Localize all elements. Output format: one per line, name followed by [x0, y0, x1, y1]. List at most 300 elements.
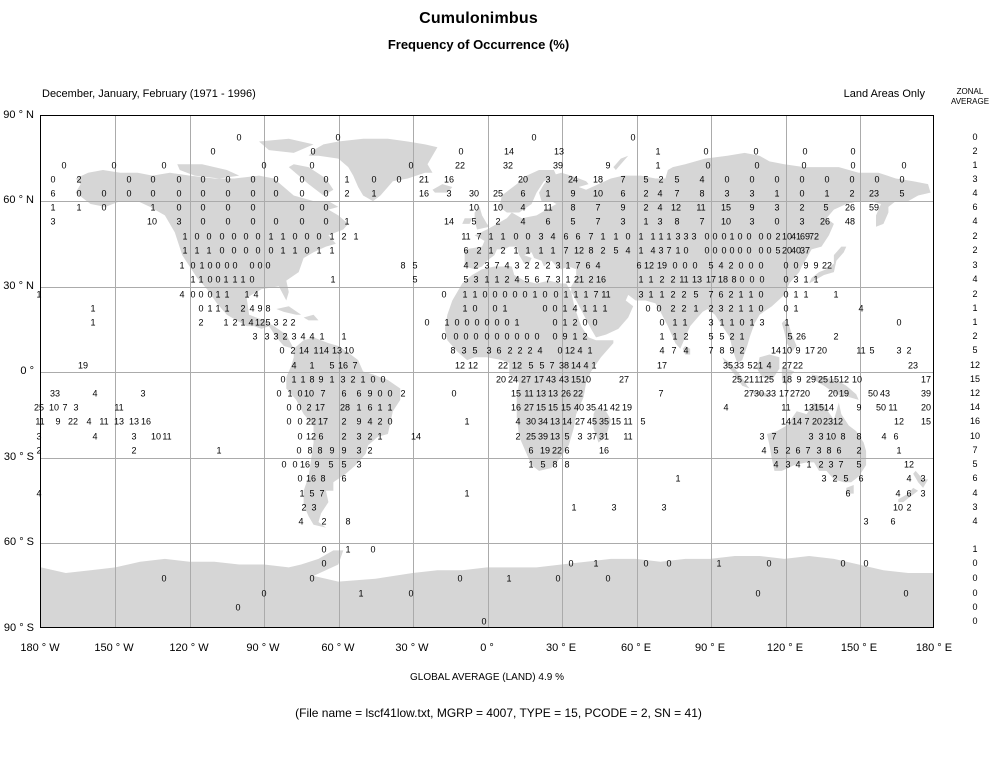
data-value: 0	[464, 317, 470, 328]
data-value: 25	[731, 374, 743, 385]
zonal-average-value: 4	[972, 488, 978, 498]
data-value: 1	[506, 573, 512, 584]
zonal-average-value: 0	[972, 132, 978, 142]
landmass-ellesmere	[259, 139, 314, 153]
data-value: 15	[720, 202, 732, 213]
data-value: 0	[522, 289, 528, 300]
data-value: 0	[198, 303, 204, 314]
data-value: 17	[533, 374, 545, 385]
data-value: 0	[200, 202, 206, 213]
zonal-average-value: 0	[972, 588, 978, 598]
data-value: 2	[739, 345, 745, 356]
data-value: 0	[231, 231, 237, 242]
data-value: 12	[573, 245, 585, 256]
zonal-average-header-line2: AVERAGE	[950, 97, 990, 106]
file-info-label: (File name = lscf41low.txt, MGRP = 4007, TYPE = 15, PCODE = 2, SN = 41)	[295, 706, 702, 720]
data-value: 4	[650, 245, 656, 256]
data-value: 0	[758, 303, 764, 314]
data-value: 0	[692, 260, 698, 271]
data-value: 7	[671, 345, 677, 356]
data-value: 6	[906, 488, 912, 499]
data-value: 41	[790, 231, 802, 242]
data-value: 0	[297, 473, 303, 484]
data-value: 0	[758, 231, 764, 242]
data-value: 0	[749, 174, 755, 185]
data-value: 1	[464, 416, 470, 427]
data-value: 2	[833, 331, 839, 342]
data-value: 0	[249, 260, 255, 271]
data-value: 1	[659, 289, 665, 300]
data-value: 13	[549, 431, 561, 442]
data-value: 1	[600, 231, 606, 242]
data-value: 2	[517, 345, 523, 356]
data-value: 1	[587, 345, 593, 356]
data-value: 8	[345, 516, 351, 527]
data-value: 1	[666, 231, 672, 242]
lon-axis-label: 0 °	[480, 642, 494, 654]
data-value: 17	[314, 402, 326, 413]
landmass-cuba	[276, 306, 301, 315]
data-value: 3	[657, 216, 663, 227]
data-value: 6	[620, 188, 626, 199]
data-value: 33	[765, 388, 777, 399]
data-value: 0	[703, 146, 709, 157]
data-value: 0	[643, 558, 649, 569]
data-value: 0	[799, 188, 805, 199]
data-value: 0	[371, 174, 377, 185]
data-value: 3	[252, 331, 258, 342]
data-value: 0	[494, 331, 500, 342]
data-value: 14	[503, 146, 515, 157]
data-value: 1	[793, 303, 799, 314]
zonal-average-value: 5	[972, 459, 978, 469]
data-value: 0	[746, 231, 752, 242]
data-value: 14	[410, 431, 422, 442]
grid-line-horizontal	[41, 287, 933, 288]
data-value: 26	[819, 216, 831, 227]
data-value: 1	[207, 303, 213, 314]
data-value: 13	[547, 388, 559, 399]
data-value: 0	[273, 188, 279, 199]
data-value: 4	[577, 345, 583, 356]
zonal-average-value: 1	[972, 160, 978, 170]
zonal-average-value: 1	[972, 303, 978, 313]
data-value: 4	[514, 274, 520, 285]
data-value: 4	[92, 431, 98, 442]
data-value: 2	[524, 260, 530, 271]
data-value: 0	[683, 245, 689, 256]
data-value: 7	[708, 345, 714, 356]
data-value: 0	[542, 303, 548, 314]
data-value: 5	[693, 289, 699, 300]
zonal-average-value: 2	[972, 146, 978, 156]
zonal-average-value: 0	[972, 602, 978, 612]
data-value: 1	[488, 245, 494, 256]
data-value: 11	[781, 402, 791, 413]
data-value: 7	[595, 202, 601, 213]
data-value: 6	[534, 274, 540, 285]
data-value: 9	[620, 202, 626, 213]
data-value: 3	[718, 303, 724, 314]
data-value: 5	[674, 174, 680, 185]
data-value: 1	[199, 260, 205, 271]
data-value: 0	[729, 245, 735, 256]
data-value: 10	[781, 231, 793, 242]
data-value: 2	[504, 274, 510, 285]
data-value: 2	[301, 502, 307, 513]
data-value: 0	[901, 160, 907, 171]
data-value: 4	[625, 245, 631, 256]
data-value: 1	[602, 303, 608, 314]
data-value: 1	[571, 502, 577, 513]
data-value: 22	[572, 388, 584, 399]
data-value: 8	[320, 473, 326, 484]
data-value: 38	[558, 360, 570, 371]
data-value: 7	[320, 388, 326, 399]
data-value: 3	[311, 502, 317, 513]
data-value: 3	[555, 260, 561, 271]
data-value: 1	[748, 289, 754, 300]
data-value: 13	[331, 345, 343, 356]
data-value: 11	[696, 202, 706, 213]
data-value: 3	[291, 331, 297, 342]
data-value: 7	[620, 174, 626, 185]
data-value: 4	[249, 303, 255, 314]
data-value: 9	[257, 303, 263, 314]
data-value: 0	[408, 160, 414, 171]
data-value: 0	[802, 146, 808, 157]
data-value: 0	[552, 303, 558, 314]
data-value: 0	[225, 188, 231, 199]
data-value: 2	[350, 374, 356, 385]
data-value: 0	[243, 245, 249, 256]
data-value: 0	[766, 558, 772, 569]
data-value: 20	[811, 416, 823, 427]
data-value: 4	[515, 416, 521, 427]
data-value: 5	[528, 360, 534, 371]
data-value: 1	[488, 231, 494, 242]
data-value: 0	[441, 331, 447, 342]
data-value: 9	[314, 459, 320, 470]
zonal-average-value: 4	[972, 216, 978, 226]
data-value: 8	[552, 459, 558, 470]
data-value: 5	[899, 188, 905, 199]
data-value: 23	[822, 416, 834, 427]
data-value: 3	[785, 459, 791, 470]
data-value: 21	[743, 374, 755, 385]
data-value: 4	[248, 317, 254, 328]
data-value: 0	[774, 216, 780, 227]
data-value: 3	[808, 431, 814, 442]
data-value: 17	[804, 345, 816, 356]
data-value: 39	[537, 431, 549, 442]
coverage-label: Land Areas Only	[843, 88, 925, 100]
data-value: 0	[304, 231, 310, 242]
data-value: 1	[150, 202, 156, 213]
data-value: 4	[291, 360, 297, 371]
data-value: 1	[371, 188, 377, 199]
data-value: 6	[496, 345, 502, 356]
data-value: 0	[514, 331, 520, 342]
data-value: 0	[753, 146, 759, 157]
data-value: 48	[844, 216, 856, 227]
data-value: 0	[458, 146, 464, 157]
data-value: 0	[231, 245, 237, 256]
data-value: 2	[728, 260, 734, 271]
data-value: 0	[126, 174, 132, 185]
lon-axis-label: 60 ° W	[321, 642, 355, 654]
data-value: 0	[176, 202, 182, 213]
data-value: 3	[683, 231, 689, 242]
data-value: 16	[595, 274, 607, 285]
data-value: 1	[268, 231, 274, 242]
data-value: 1	[824, 188, 830, 199]
data-value: 30	[753, 388, 765, 399]
lat-axis-label: 60 ° S	[3, 536, 34, 548]
data-value: 16	[299, 459, 311, 470]
data-value: 1	[500, 231, 506, 242]
data-value: 0	[176, 174, 182, 185]
data-value: 5	[823, 202, 829, 213]
data-value: 0	[276, 388, 282, 399]
data-value: 30	[468, 188, 480, 199]
data-value: 5	[775, 245, 781, 256]
data-value: 24	[567, 174, 579, 185]
data-value: 1	[484, 274, 490, 285]
data-value: 15	[510, 388, 522, 399]
data-value: 0	[454, 317, 460, 328]
data-value: 10	[303, 388, 315, 399]
data-value: 31	[598, 431, 610, 442]
data-value: 2	[76, 174, 82, 185]
data-value: 0	[625, 231, 631, 242]
data-value: 8	[307, 445, 313, 456]
data-value: 0	[207, 289, 213, 300]
data-value: 2	[198, 317, 204, 328]
data-value: 1	[803, 289, 809, 300]
data-value: 5	[412, 260, 418, 271]
data-value: 2	[775, 231, 781, 242]
data-value: 0	[704, 231, 710, 242]
data-value: 1	[90, 303, 96, 314]
data-value: 0	[783, 274, 789, 285]
data-value: 15	[535, 402, 547, 413]
data-value: 7	[62, 402, 68, 413]
data-value: 3	[340, 374, 346, 385]
data-value: 0	[463, 331, 469, 342]
zonal-average-value: 0	[972, 573, 978, 583]
data-value: 0	[568, 558, 574, 569]
data-value: 21	[418, 174, 430, 185]
data-value: 0	[310, 146, 316, 157]
data-value: 5	[747, 360, 753, 371]
data-value: 0	[387, 388, 393, 399]
data-value: 15	[813, 402, 825, 413]
data-value: 0	[76, 188, 82, 199]
data-value: 0	[286, 402, 292, 413]
data-value: 1	[224, 303, 230, 314]
data-value: 6	[341, 473, 347, 484]
data-value: 2	[495, 216, 501, 227]
data-value: 2	[572, 317, 578, 328]
data-value: 8	[564, 459, 570, 470]
data-value: 12	[564, 345, 576, 356]
lon-axis-label: 90 ° W	[246, 642, 280, 654]
data-value: 3	[793, 274, 799, 285]
data-value: 0	[296, 402, 302, 413]
data-value: 19	[539, 445, 551, 456]
data-value: 0	[150, 174, 156, 185]
data-value: 3	[486, 345, 492, 356]
data-value: 1	[532, 289, 538, 300]
data-value: 1	[472, 289, 478, 300]
data-value: 0	[101, 188, 107, 199]
data-value: 2	[643, 202, 649, 213]
data-value: 15	[920, 416, 932, 427]
data-value: 4	[657, 202, 663, 213]
data-value: 0	[249, 274, 255, 285]
data-value: 0	[273, 174, 279, 185]
data-value: 0	[292, 231, 298, 242]
data-value: 1	[329, 231, 335, 242]
data-value: 0	[236, 132, 242, 143]
data-value: 16	[443, 174, 455, 185]
data-value: 24	[507, 374, 519, 385]
data-value: 1	[648, 289, 654, 300]
data-value: 0	[190, 260, 196, 271]
data-value: 2	[367, 445, 373, 456]
data-value: 7	[549, 360, 555, 371]
data-value: 0	[492, 289, 498, 300]
data-value: 5	[471, 216, 477, 227]
data-value: 0	[250, 174, 256, 185]
data-value: 14	[561, 416, 573, 427]
data-value: 13	[803, 402, 815, 413]
data-value: 0	[453, 331, 459, 342]
data-value: 4	[504, 260, 510, 271]
data-value: 1	[655, 160, 661, 171]
data-value: 0	[746, 245, 752, 256]
data-value: 0	[243, 231, 249, 242]
data-value: 1	[538, 245, 544, 256]
data-value: 0	[323, 216, 329, 227]
data-value: 5	[463, 274, 469, 285]
data-value: 5	[719, 331, 725, 342]
data-value: 0	[215, 260, 221, 271]
data-value: 3	[446, 188, 452, 199]
data-value: 1	[194, 245, 200, 256]
data-value: 1	[462, 289, 468, 300]
data-value: 2	[534, 260, 540, 271]
data-value: 0	[525, 231, 531, 242]
data-value: 2	[658, 174, 664, 185]
data-value: 0	[748, 260, 754, 271]
lon-axis-label: 150 ° W	[94, 642, 134, 654]
lon-axis-label: 120 ° W	[169, 642, 209, 654]
data-value: 10	[580, 374, 592, 385]
data-value: 1	[573, 289, 579, 300]
data-value: 3	[577, 431, 583, 442]
data-value: 10	[146, 216, 158, 227]
data-value: 0	[396, 174, 402, 185]
data-value: 0	[255, 245, 261, 256]
data-value: 0	[724, 174, 730, 185]
data-value: 1	[353, 231, 359, 242]
data-value: 7	[805, 445, 811, 456]
data-value: 5	[328, 459, 334, 470]
data-value: 10	[343, 345, 355, 356]
landmass-north-america	[76, 170, 349, 349]
data-value: 19	[838, 388, 850, 399]
data-value: 11	[856, 345, 866, 356]
data-value: 4	[583, 360, 589, 371]
data-value: 1	[592, 303, 598, 314]
data-value: 1	[387, 402, 393, 413]
data-value: 1	[287, 388, 293, 399]
data-value: 30	[525, 416, 537, 427]
data-value: 3	[661, 502, 667, 513]
data-value: 43	[558, 374, 570, 385]
data-value: 0	[799, 174, 805, 185]
lon-axis-label: 30 ° W	[395, 642, 429, 654]
data-value: 9	[803, 260, 809, 271]
data-value: 2	[818, 459, 824, 470]
data-value: 22	[792, 360, 804, 371]
data-value: 4	[253, 289, 259, 300]
data-value: 4	[773, 459, 779, 470]
data-value: 2	[670, 289, 676, 300]
data-value: 34	[537, 416, 549, 427]
zonal-average-header	[943, 87, 997, 107]
data-value: 0	[582, 317, 588, 328]
data-value: 0	[534, 331, 540, 342]
data-value: 0	[323, 188, 329, 199]
data-value: 2	[659, 274, 665, 285]
data-value: 50	[867, 388, 879, 399]
data-value: 0	[531, 132, 537, 143]
data-value: 21	[752, 360, 764, 371]
data-value: 10	[592, 188, 604, 199]
data-value: 9	[813, 260, 819, 271]
data-value: 2	[306, 402, 312, 413]
data-value: 0	[721, 231, 727, 242]
data-value: 3	[140, 388, 146, 399]
data-value: 11	[623, 431, 633, 442]
data-value: 2	[582, 331, 588, 342]
data-value: 8	[840, 431, 846, 442]
data-value: 10	[48, 402, 60, 413]
data-value: 14	[791, 416, 803, 427]
data-value: 1	[319, 331, 325, 342]
data-value: 0	[235, 602, 241, 613]
data-value: 3	[555, 274, 561, 285]
data-value: 2	[527, 345, 533, 356]
data-value: 0	[194, 231, 200, 242]
data-value: 28	[339, 402, 351, 413]
data-value: 6	[636, 260, 642, 271]
data-value: 2	[290, 345, 296, 356]
data-value: 11	[623, 416, 633, 427]
data-value: 4	[367, 416, 373, 427]
data-value: 0	[481, 616, 487, 627]
data-value: 8	[674, 216, 680, 227]
data-value: 27	[743, 388, 755, 399]
data-value: 11	[543, 202, 553, 213]
data-value: 9	[856, 402, 862, 413]
data-value: 27	[574, 416, 586, 427]
data-value: 23	[907, 360, 919, 371]
data-value: 22	[454, 160, 466, 171]
